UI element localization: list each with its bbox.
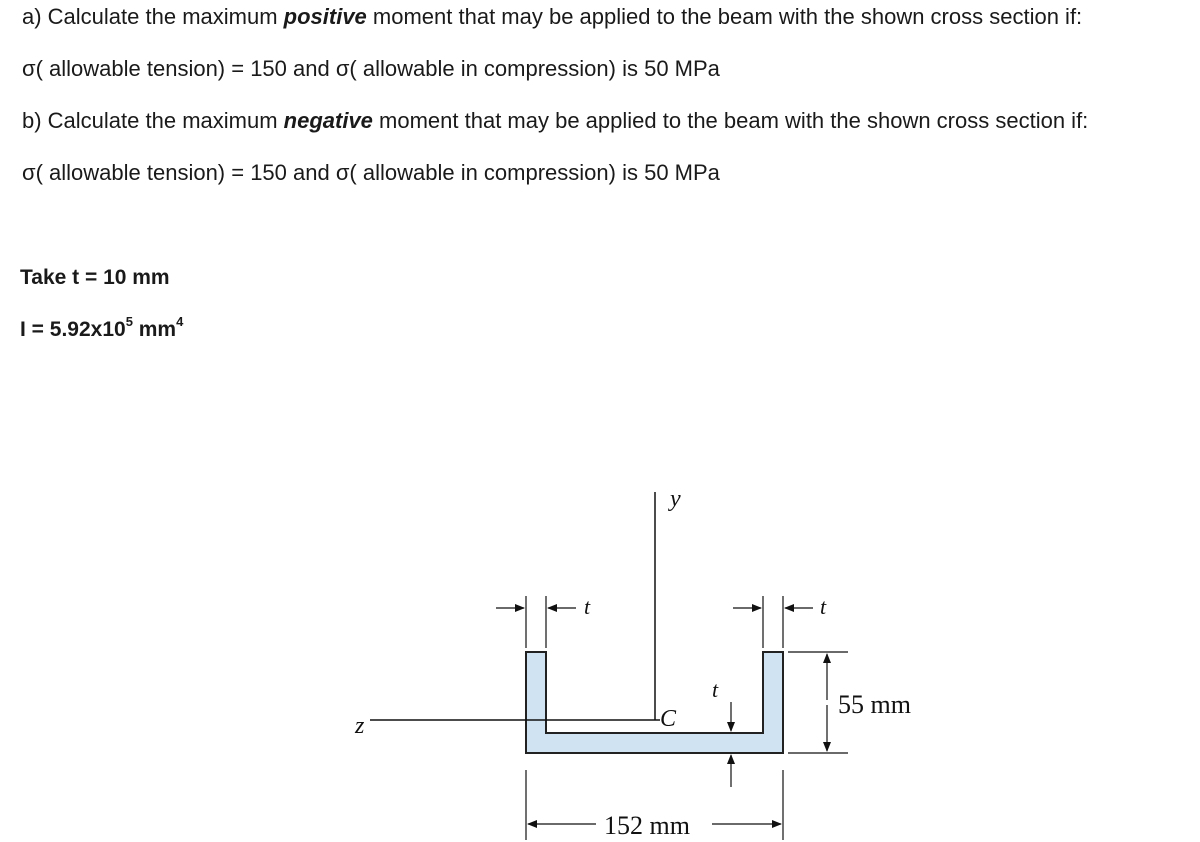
inertia-unit-exponent: 4 xyxy=(176,314,184,329)
inertia-prefix: I = 5.92x10 xyxy=(20,318,126,341)
question-a-prefix: a) Calculate the maximum xyxy=(22,4,284,29)
width-label: 152 mm xyxy=(604,811,690,840)
question-b-prefix: b) Calculate the maximum xyxy=(22,108,284,133)
question-a-suffix: moment that may be applied to the beam with the shown cross section if: xyxy=(366,4,1083,29)
question-b-suffix: moment that may be applied to the beam with the shown cross section if: xyxy=(372,108,1089,133)
z-axis-label: z xyxy=(355,713,365,739)
height-label: 55 mm xyxy=(838,690,911,719)
question-a-condition: σ( allowable tension) = 150 and σ( allowable in compression) is 50 MPa xyxy=(22,56,720,81)
inertia-unit: mm xyxy=(132,318,177,341)
left-thickness-dimension xyxy=(496,594,591,648)
centroid-label: C xyxy=(660,706,677,732)
y-axis-label: y xyxy=(670,486,681,512)
left-thickness-label: t xyxy=(584,594,591,619)
right-thickness-dimension xyxy=(733,594,827,648)
inertia-exponent: 5 xyxy=(125,314,133,329)
question-b-condition: σ( allowable tension) = 150 and σ( allowable in compression) is 50 MPa xyxy=(22,160,720,185)
web-thickness-label: t xyxy=(712,677,719,702)
width-dimension xyxy=(526,770,783,840)
right-thickness-label: t xyxy=(820,594,827,619)
question-a-emphasis: positive xyxy=(283,4,367,29)
height-dimension xyxy=(788,652,911,753)
given-thickness: Take t = 10 mm xyxy=(20,266,170,289)
question-b-emphasis: negative xyxy=(283,108,373,133)
